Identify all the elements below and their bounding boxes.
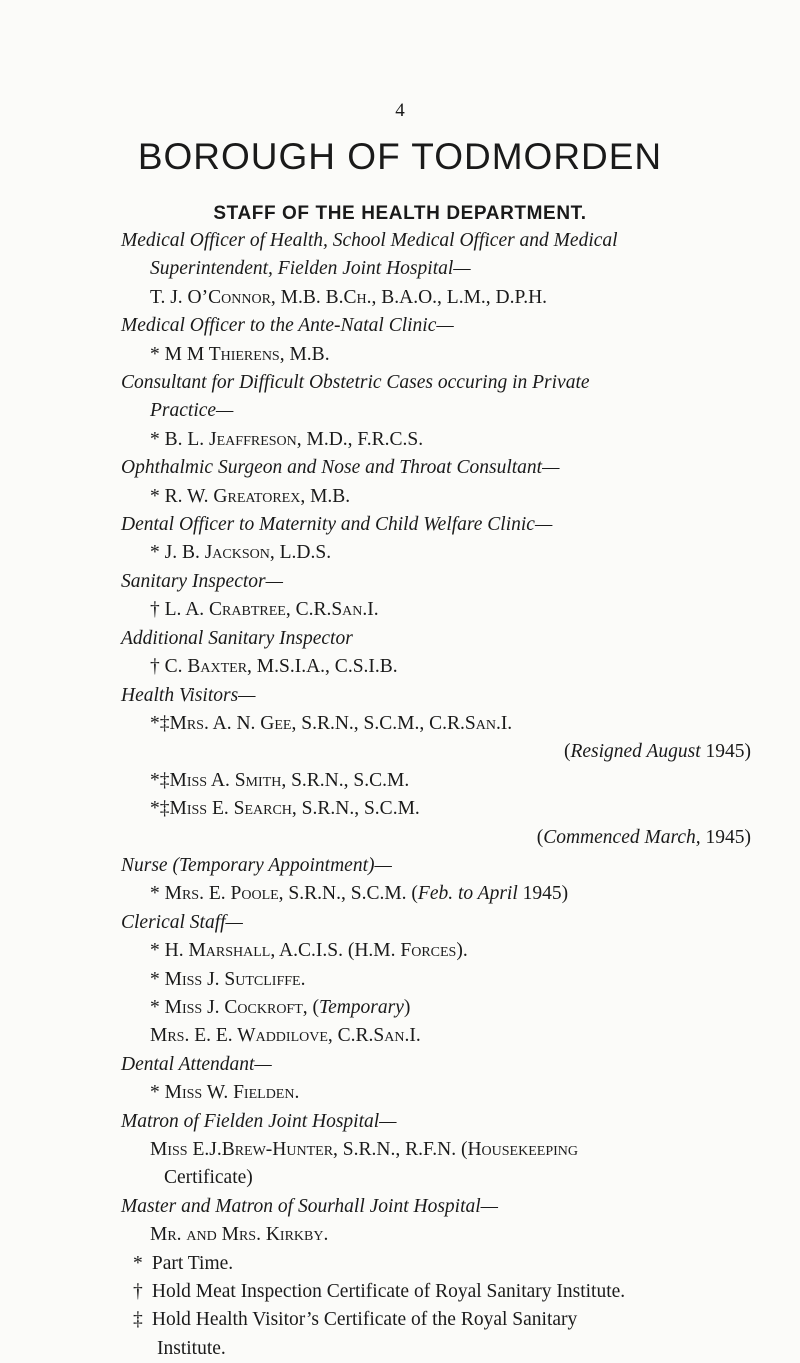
staff-list xyxy=(121,227,761,1363)
name-obstetric: * B. L. Jeaffreson, M.D., F.R.C.S. xyxy=(150,428,424,450)
name-sanitary: † L. A. Crabtree, C.R.San.I. xyxy=(150,599,379,621)
footnote-health-visitor-cont: Institute. xyxy=(157,1337,226,1359)
nurse-line: * Mrs. E. Poole, S.R.N., S.C.M. (Feb. to April 1945) xyxy=(150,883,569,905)
footnote-part-time-text: Part Time. xyxy=(151,1252,234,1274)
role-matron-fielden: Matron of Fielden Joint Hospital— xyxy=(121,1110,397,1132)
role-antenatal: Medical Officer to the Ante-Natal Clinic— xyxy=(121,315,454,337)
note-visitor-gee-year: 1945) xyxy=(705,741,751,763)
name-visitor-gee: *‡Mrs. A. N. Gee, S.R.N., S.C.M., C.R.San.I. xyxy=(150,712,513,734)
role-dental-officer: Dental Officer to Maternity and Child Welfare Clinic— xyxy=(121,514,553,536)
role-sourhall: Master and Matron of Sourhall Joint Hospital— xyxy=(121,1195,499,1217)
role-ophthalmic: Ophthalmic Surgeon and Nose and Throat Consultant— xyxy=(121,457,560,479)
name-matron-fielden: Miss E.J.Brew-Hunter, S.R.N., R.F.N. (Housekeeping xyxy=(150,1139,578,1160)
name-clerical-waddilove: Mrs. E. E. Waddilove, C.R.San.I. xyxy=(150,1025,421,1047)
note-visitor-search: (Commenced March, 1945) xyxy=(536,826,751,848)
footnote-symbol-asterisk: * xyxy=(133,1252,143,1274)
name-dental-attendant: * Miss W. Fielden. xyxy=(150,1082,300,1104)
role-sanitary: Sanitary Inspector— xyxy=(121,570,283,592)
name-additional-sanitary: † C. Baxter, M.S.I.A., C.S.I.B. xyxy=(150,656,398,678)
name-nurse: * Mrs. E. Poole, S.R.N., S.C.M. xyxy=(150,883,407,905)
name-sourhall: Mr. and Mrs. Kirkby. xyxy=(150,1224,329,1246)
role-health-visitors: Health Visitors— xyxy=(121,684,256,706)
footnote-meat-inspection xyxy=(121,1278,761,1306)
name-dental-officer: * J. B. Jackson, L.D.S. xyxy=(150,542,332,564)
note-nurse-year: 1945) xyxy=(522,883,569,905)
role-obstetric-line2: Practice— xyxy=(150,400,234,422)
name-matron-fielden-cont: Certificate) xyxy=(164,1167,253,1189)
name-ophthalmic: * R. W. Greatorex, M.B. xyxy=(150,485,351,507)
note-visitor-search-year: 1945) xyxy=(705,826,751,848)
role-clerical: Clerical Staff— xyxy=(121,911,243,933)
footnote-part-time xyxy=(121,1250,761,1278)
note-visitor-gee: (Resigned August 1945) xyxy=(563,741,751,763)
page-title: BOROUGH OF TODMORDEN xyxy=(137,136,663,177)
role-obstetric-line1: Consultant for Difficult Obstetric Cases occuring in Private xyxy=(121,372,590,394)
name-visitor-search: *‡Miss E. Search, S.R.N., S.C.M. xyxy=(150,798,420,820)
name-clerical-marshall: * H. Marshall, A.C.I.S. (H.M. Forces). xyxy=(150,940,468,962)
footnote-health-visitor xyxy=(121,1306,761,1334)
role-nurse: Nurse (Temporary Appointment)— xyxy=(121,854,392,876)
role-additional-sanitary: Additional Sanitary Inspector xyxy=(121,627,353,649)
page-number: 4 xyxy=(395,100,405,121)
name-clerical-sutcliffe: * Miss J. Sutcliffe. xyxy=(150,968,306,990)
note-clerical-cockroft: Temporary xyxy=(319,996,404,1018)
role-moh-line1: Medical Officer of Health, School Medical Officer and Medical xyxy=(121,230,618,251)
role-moh-line2: Superintendent, Fielden Joint Hospital— xyxy=(150,258,471,280)
clerical-cockroft-line: * Miss J. Cockroft, (Temporary) xyxy=(150,996,411,1018)
footnote-meat-inspection-text: Hold Meat Inspection Certificate of Royal Sanitary Institute. xyxy=(151,1281,626,1303)
name-antenatal: * M M Thierens, M.B. xyxy=(150,343,330,365)
name-clerical-cockroft: * Miss J. Cockroft, xyxy=(150,996,308,1018)
footnote-health-visitor-text: Hold Health Visitor’s Certificate of the Royal Sanitary xyxy=(151,1309,578,1331)
note-nurse-label: Feb. to April xyxy=(417,883,518,905)
name-visitor-smith: *‡Miss A. Smith, S.R.N., S.C.M. xyxy=(150,769,410,791)
footnote-symbol-double-dagger: ‡ xyxy=(133,1309,143,1331)
note-visitor-gee-label: Resigned August xyxy=(570,741,701,763)
footnote-symbol-dagger: † xyxy=(133,1281,143,1303)
name-moh: T. J. O’Connor, M.B. B.Ch., B.A.O., L.M., D.P.H. xyxy=(150,286,548,308)
note-visitor-search-label: Commenced March, xyxy=(543,826,701,848)
section-heading: STAFF OF THE HEALTH DEPARTMENT. xyxy=(213,203,587,224)
role-dental-attendant: Dental Attendant— xyxy=(121,1053,272,1075)
